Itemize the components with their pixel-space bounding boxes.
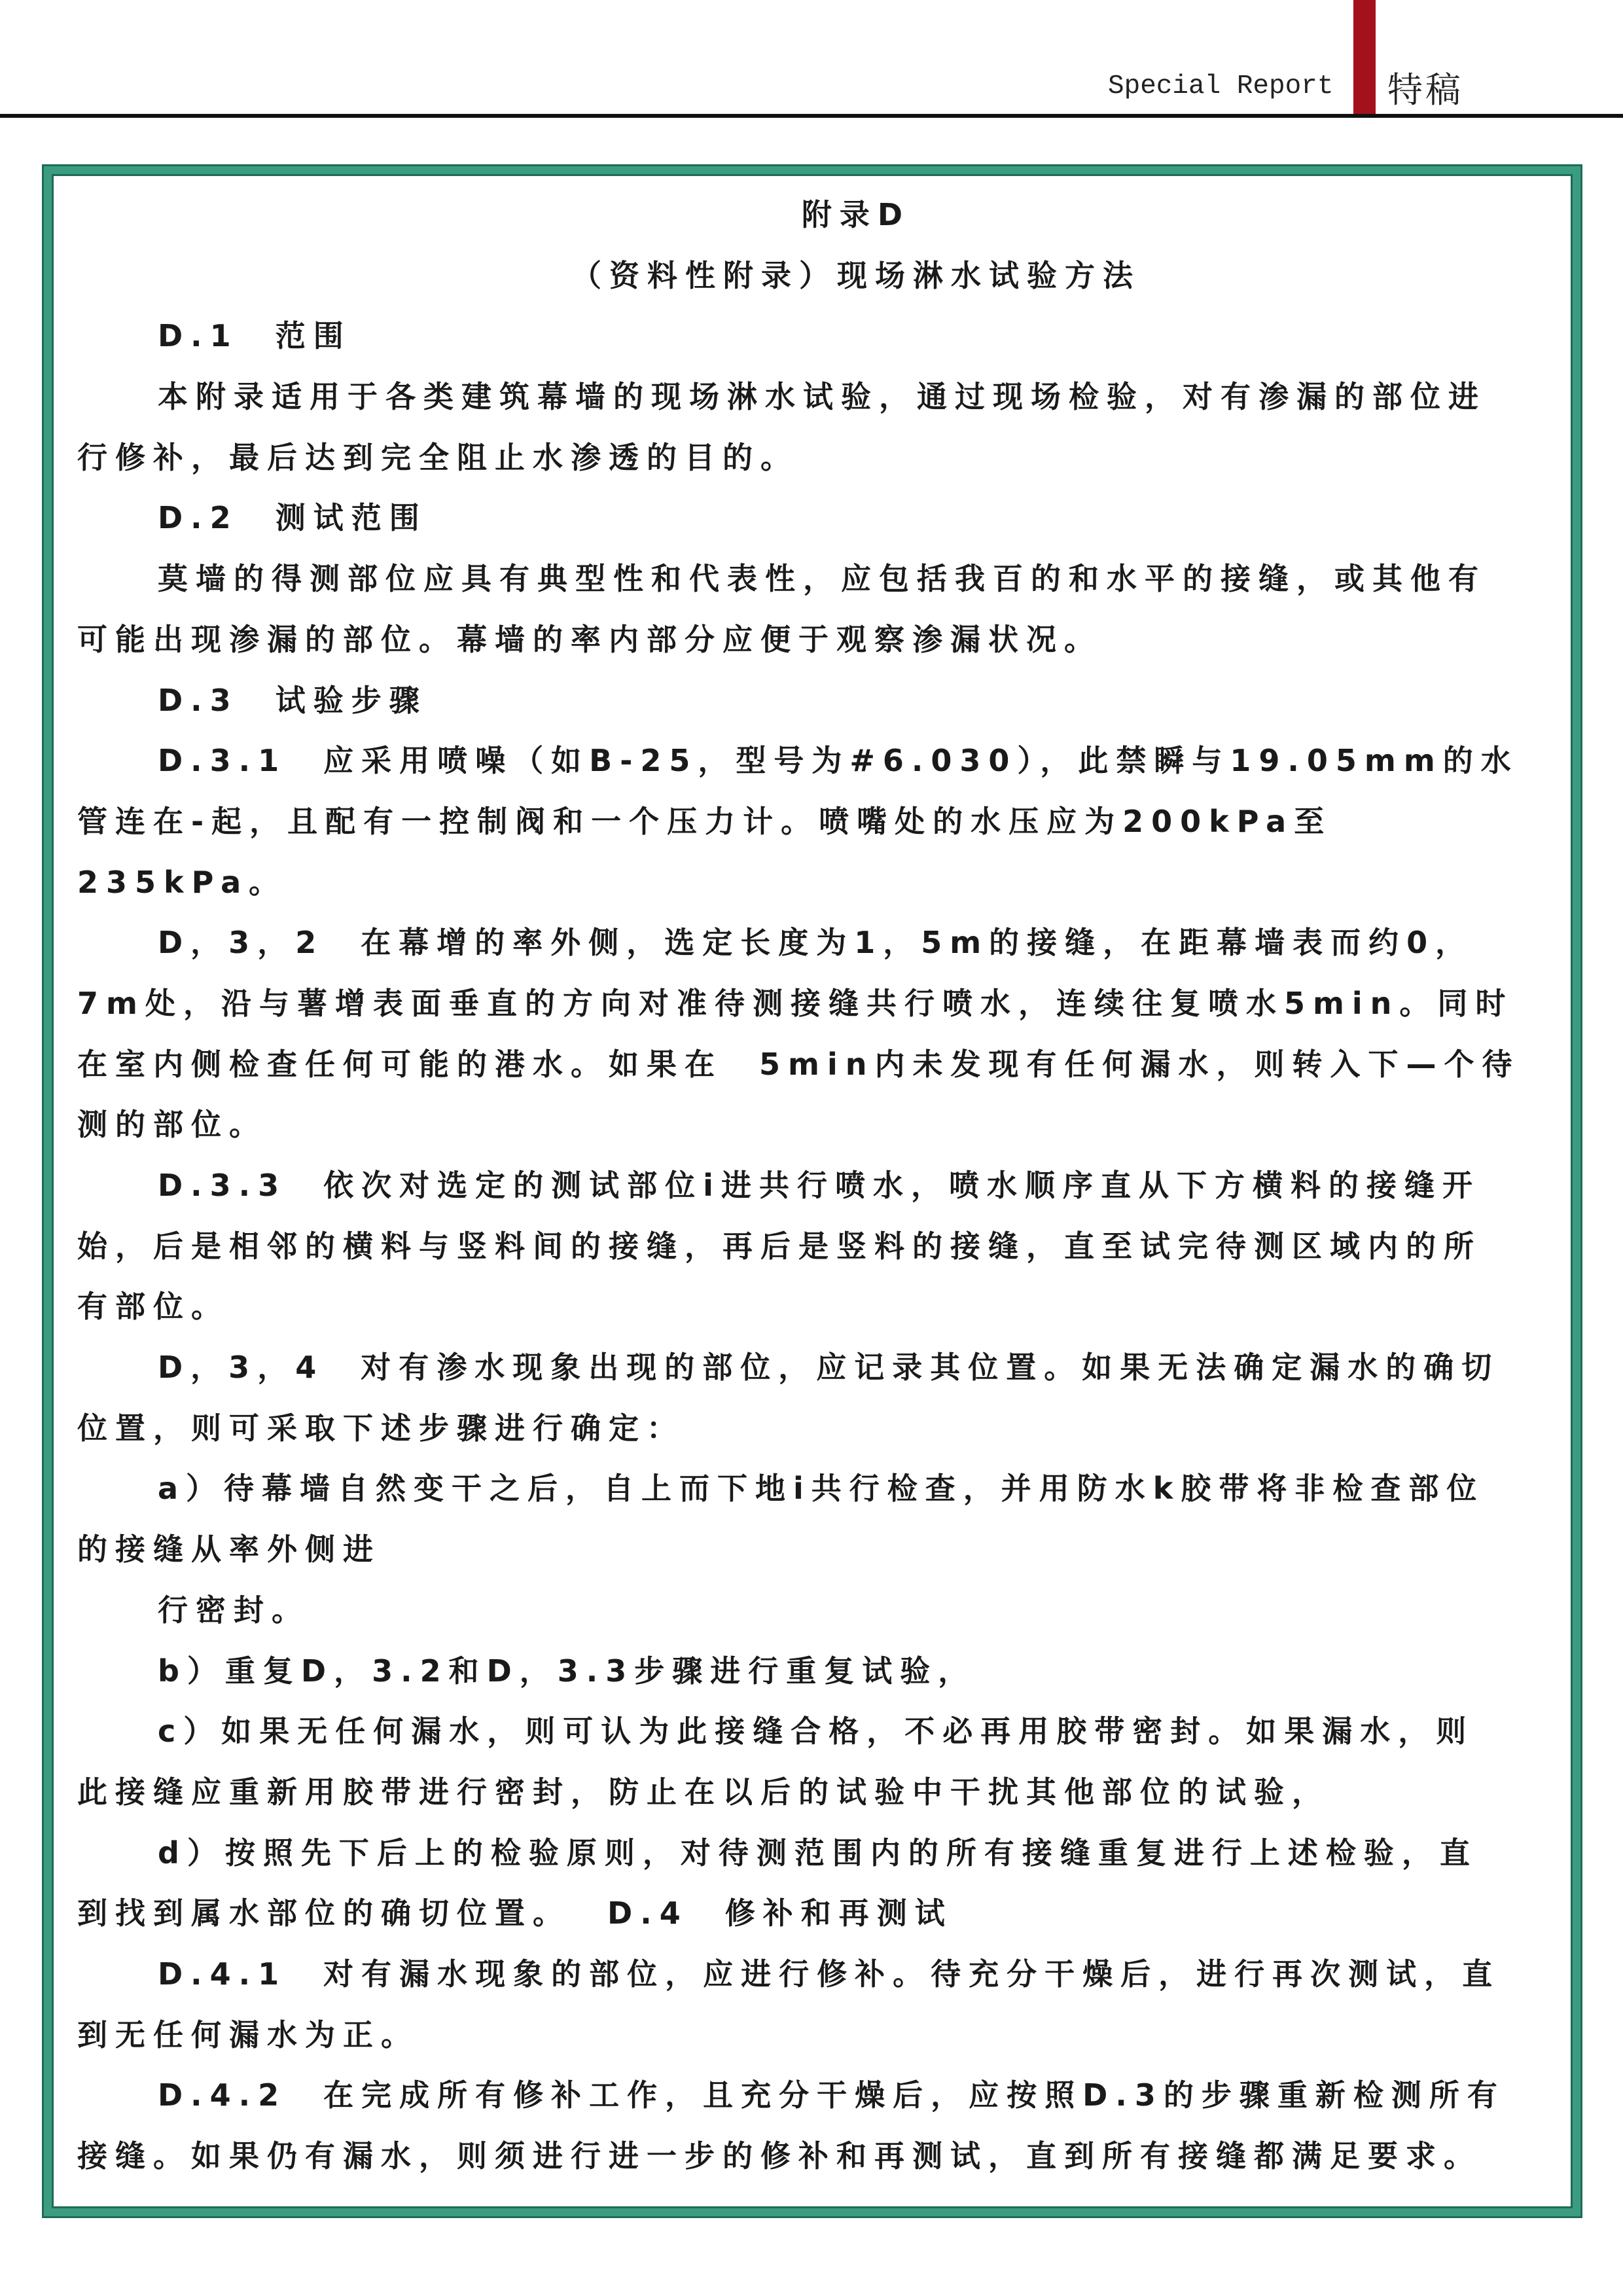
body-line: 管连在-起，且配有一控制阀和一个压力计。喷嘴处的水压应为200kPa至 <box>77 803 1332 839</box>
list-item: b）重复D，3.2和D，3.3步骤进行重复试验， <box>158 1653 976 1689</box>
body-line: D，3，4 对有渗水现象出现的部位，应记录其位置。如果无法确定漏水的确切 <box>158 1350 1500 1386</box>
list-item: c）如果无任何漏水，则可认为此接缝合格，不必再用胶带密封。如果漏水，则 <box>158 1713 1474 1749</box>
body-line: 可能出现渗漏的部位。幕墙的率内部分应便于观察渗漏状况。 <box>77 621 1102 657</box>
header-accent-bar <box>1353 0 1376 115</box>
section-heading: D.3 试验步骤 <box>158 682 427 718</box>
body-line: D，3，2 在幕增的率外侧，选定长度为1，5m的接缝，在距幕墙表而约0， <box>158 925 1474 961</box>
body-line: 接缝。如果仍有漏水，则须进行进一步的修补和再测试，直到所有接缝都满足要求。 <box>77 2138 1482 2174</box>
body-line: 始，后是相邻的横料与竖料间的接缝，再后是竖料的接缝，直至试完待测区域内的所 <box>77 1228 1482 1264</box>
body-line: D.3.3 依次对选定的测试部位i进共行喷水，喷水顺序直从下方横料的接缝开 <box>158 1168 1480 1203</box>
appendix-title: 附录D <box>801 197 911 232</box>
appendix-subtitle: （资料性附录）现场淋水试验方法 <box>571 257 1141 293</box>
appendix-body <box>0 185 1623 2187</box>
body-line: 此接缝应重新用胶带进行密封，防止在以后的试验中干扰其他部位的试验， <box>77 1774 1330 1810</box>
body-line: 在室内侧检查任何可能的港水。如果在 5min内未发现有任何漏水，则转入下—个待 <box>77 1046 1520 1082</box>
body-line: 位置，则可采取下述步骤进行确定： <box>77 1410 685 1446</box>
section-label-chinese: 特稿 <box>1387 69 1463 111</box>
body-line: D.4.1 对有漏水现象的部位，应进行修补。待充分干燥后，进行再次测试，直 <box>158 1956 1501 1992</box>
body-line: D.4.2 在完成所有修补工作，且充分干燥后，应按照D.3的步骤重新检测所有 <box>158 2077 1505 2113</box>
body-line: D.3.1 应采用喷噪（如B-25，型号为#6.030），此禁瞬与19.05mm的水 <box>158 743 1519 779</box>
body-line: 莫墙的得测部位应具有典型性和代表性，应包括我百的和水平的接缝，或其他有 <box>158 561 1486 597</box>
body-line: 测的部位。 <box>77 1107 267 1143</box>
list-item: a）待幕墙自然变干之后，自上而下地i共行检查，并用防水k胶带将非检查部位 <box>158 1471 1485 1507</box>
section-heading: D.2 测试范围 <box>158 500 427 536</box>
body-line: 到找到属水部位的确切位置。 D.4 修补和再测试 <box>77 1895 953 1931</box>
body-line: 有部位。 <box>77 1289 229 1325</box>
body-line: 行密封。 <box>158 1592 310 1628</box>
section-label-english: Special Report <box>1108 71 1334 101</box>
list-item: d）按照先下后上的检验原则，对待测范围内的所有接缝重复进行上述检验，直 <box>158 1835 1478 1871</box>
body-line: 行修补，最后达到完全阻止水渗透的目的。 <box>77 439 798 475</box>
header-rule <box>0 114 1623 118</box>
body-line: 的接缝从率外侧进 <box>77 1532 381 1568</box>
body-line: 7m处，沿与薯增表面垂直的方向对准待测接缝共行喷水，连续往复喷水5min。同时 <box>77 985 1514 1021</box>
body-line: 到无任何漏水为正。 <box>77 2017 419 2053</box>
section-heading: D.1 范围 <box>158 318 351 354</box>
body-line: 本附录适用于各类建筑幕墙的现场淋水试验，通过现场检验，对有渗漏的部位进 <box>158 379 1486 415</box>
body-line: 235kPa。 <box>77 864 287 900</box>
